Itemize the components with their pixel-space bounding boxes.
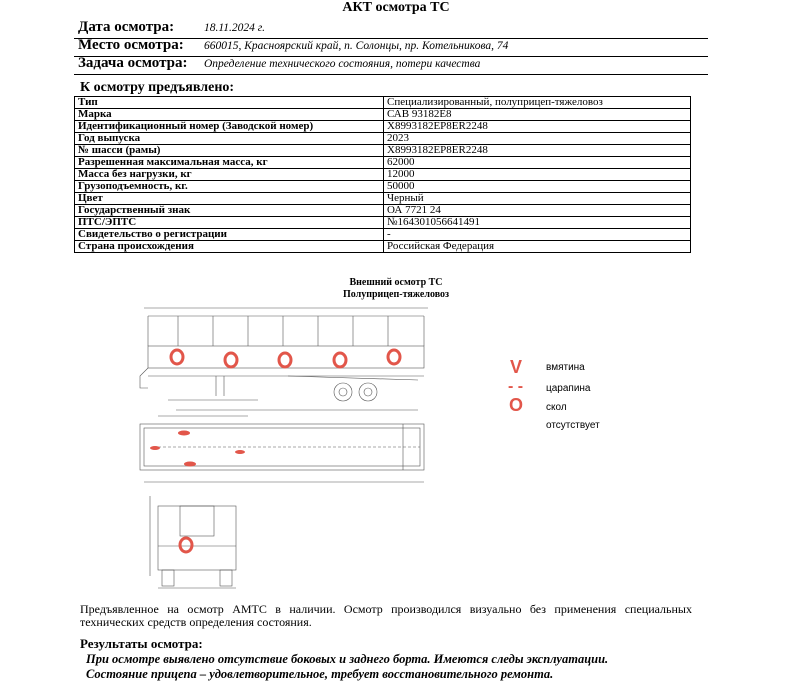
legend-scratch-label: царапина bbox=[546, 383, 591, 394]
spec-table bbox=[74, 96, 691, 253]
spec-row bbox=[75, 217, 691, 229]
spec-value: №164301056641491 bbox=[384, 217, 691, 229]
header-place-row bbox=[74, 37, 708, 57]
spec-value: 50000 bbox=[384, 181, 691, 193]
result-line-1: При осмотре выявлено отсутствие боковых и заднего борта. Имеются следы эксплуатации. bbox=[86, 652, 609, 666]
spec-value: - bbox=[384, 229, 691, 241]
results-heading: Результаты осмотра: bbox=[80, 636, 203, 651]
legend-scratch-mark: - - bbox=[508, 378, 524, 395]
spec-value: X8993182EP8ER2248 bbox=[384, 145, 691, 157]
spec-key: Грузоподъемность, кг. bbox=[75, 181, 384, 193]
header-task-value: Определение технического состояния, потери качества bbox=[204, 58, 481, 70]
header-date-row bbox=[74, 19, 708, 39]
spec-key: Страна происхождения bbox=[75, 241, 384, 253]
spec-key: Государственный знак bbox=[75, 205, 384, 217]
legend-dent-label: вмятина bbox=[546, 362, 585, 373]
spec-key: № шасси (рамы) bbox=[75, 145, 384, 157]
spec-row bbox=[75, 193, 691, 205]
spec-key: ПТС/ЭПТС bbox=[75, 217, 384, 229]
spec-row bbox=[75, 109, 691, 121]
spec-key: Масса без нагрузки, кг bbox=[75, 169, 384, 181]
inspection-title: Внешний осмотр ТС bbox=[349, 277, 443, 288]
spec-row bbox=[75, 169, 691, 181]
spec-value: САВ 93182Е8 bbox=[384, 109, 691, 121]
header-place-label: Место осмотра: bbox=[78, 37, 184, 53]
spec-value: X8993182EP8ER2248 bbox=[384, 121, 691, 133]
header-date-label: Дата осмотра: bbox=[78, 19, 175, 35]
header-task-label: Задача осмотра: bbox=[78, 55, 188, 71]
spec-value: ОА 7721 24 bbox=[384, 205, 691, 217]
spec-key: Тип bbox=[75, 97, 384, 109]
spec-key: Год выпуска bbox=[75, 133, 384, 145]
spec-key: Цвет bbox=[75, 193, 384, 205]
spec-value: Черный bbox=[384, 193, 691, 205]
trailer-drawing bbox=[128, 296, 438, 594]
legend-missing-label: отсутствует bbox=[546, 420, 600, 431]
spec-value: Специализированный, полуприцеп-тяжеловоз bbox=[384, 97, 691, 109]
spec-row bbox=[75, 145, 691, 157]
spec-row bbox=[75, 157, 691, 169]
legend-chip-label: скол bbox=[546, 402, 567, 413]
header-place-value: 660015, Красноярский край, п. Солонцы, пр. Котельникова, 74 bbox=[204, 40, 509, 52]
spec-row bbox=[75, 121, 691, 133]
legend-chip-mark: O bbox=[509, 395, 524, 415]
spec-value: 62000 bbox=[384, 157, 691, 169]
result-line-2: Состояние прицепа – удовлетворительное, требует восстановительного ремонта. bbox=[86, 667, 554, 681]
header-task-row bbox=[74, 55, 708, 75]
spec-row bbox=[75, 241, 691, 253]
spec-value: Российская Федерация bbox=[384, 241, 691, 253]
inspection-paragraph: Предъявленное на осмотр АМТС в наличии. Осмотр производился визуально без применения специальных технических средств определения состояния. bbox=[80, 602, 692, 629]
document-title: АКТ осмотра ТС bbox=[342, 0, 450, 15]
spec-value: 12000 bbox=[384, 169, 691, 181]
inspection-subtitle: Полуприцеп-тяжеловоз bbox=[342, 289, 450, 300]
spec-value: 2023 bbox=[384, 133, 691, 145]
legend-dent-mark: V bbox=[510, 357, 523, 377]
spec-row bbox=[75, 133, 691, 145]
spec-key: Идентификационный номер (Заводской номер) bbox=[75, 121, 384, 133]
spec-key: Разрешенная максимальная масса, кг bbox=[75, 157, 384, 169]
spec-row bbox=[75, 229, 691, 241]
header-date-value: 18.11.2024 г. bbox=[204, 22, 265, 34]
spec-row bbox=[75, 97, 691, 109]
presented-heading: К осмотру предъявлено: bbox=[80, 80, 235, 95]
spec-key: Свидетельство о регистрации bbox=[75, 229, 384, 241]
spec-key: Марка bbox=[75, 109, 384, 121]
spec-row bbox=[75, 181, 691, 193]
spec-row bbox=[75, 205, 691, 217]
